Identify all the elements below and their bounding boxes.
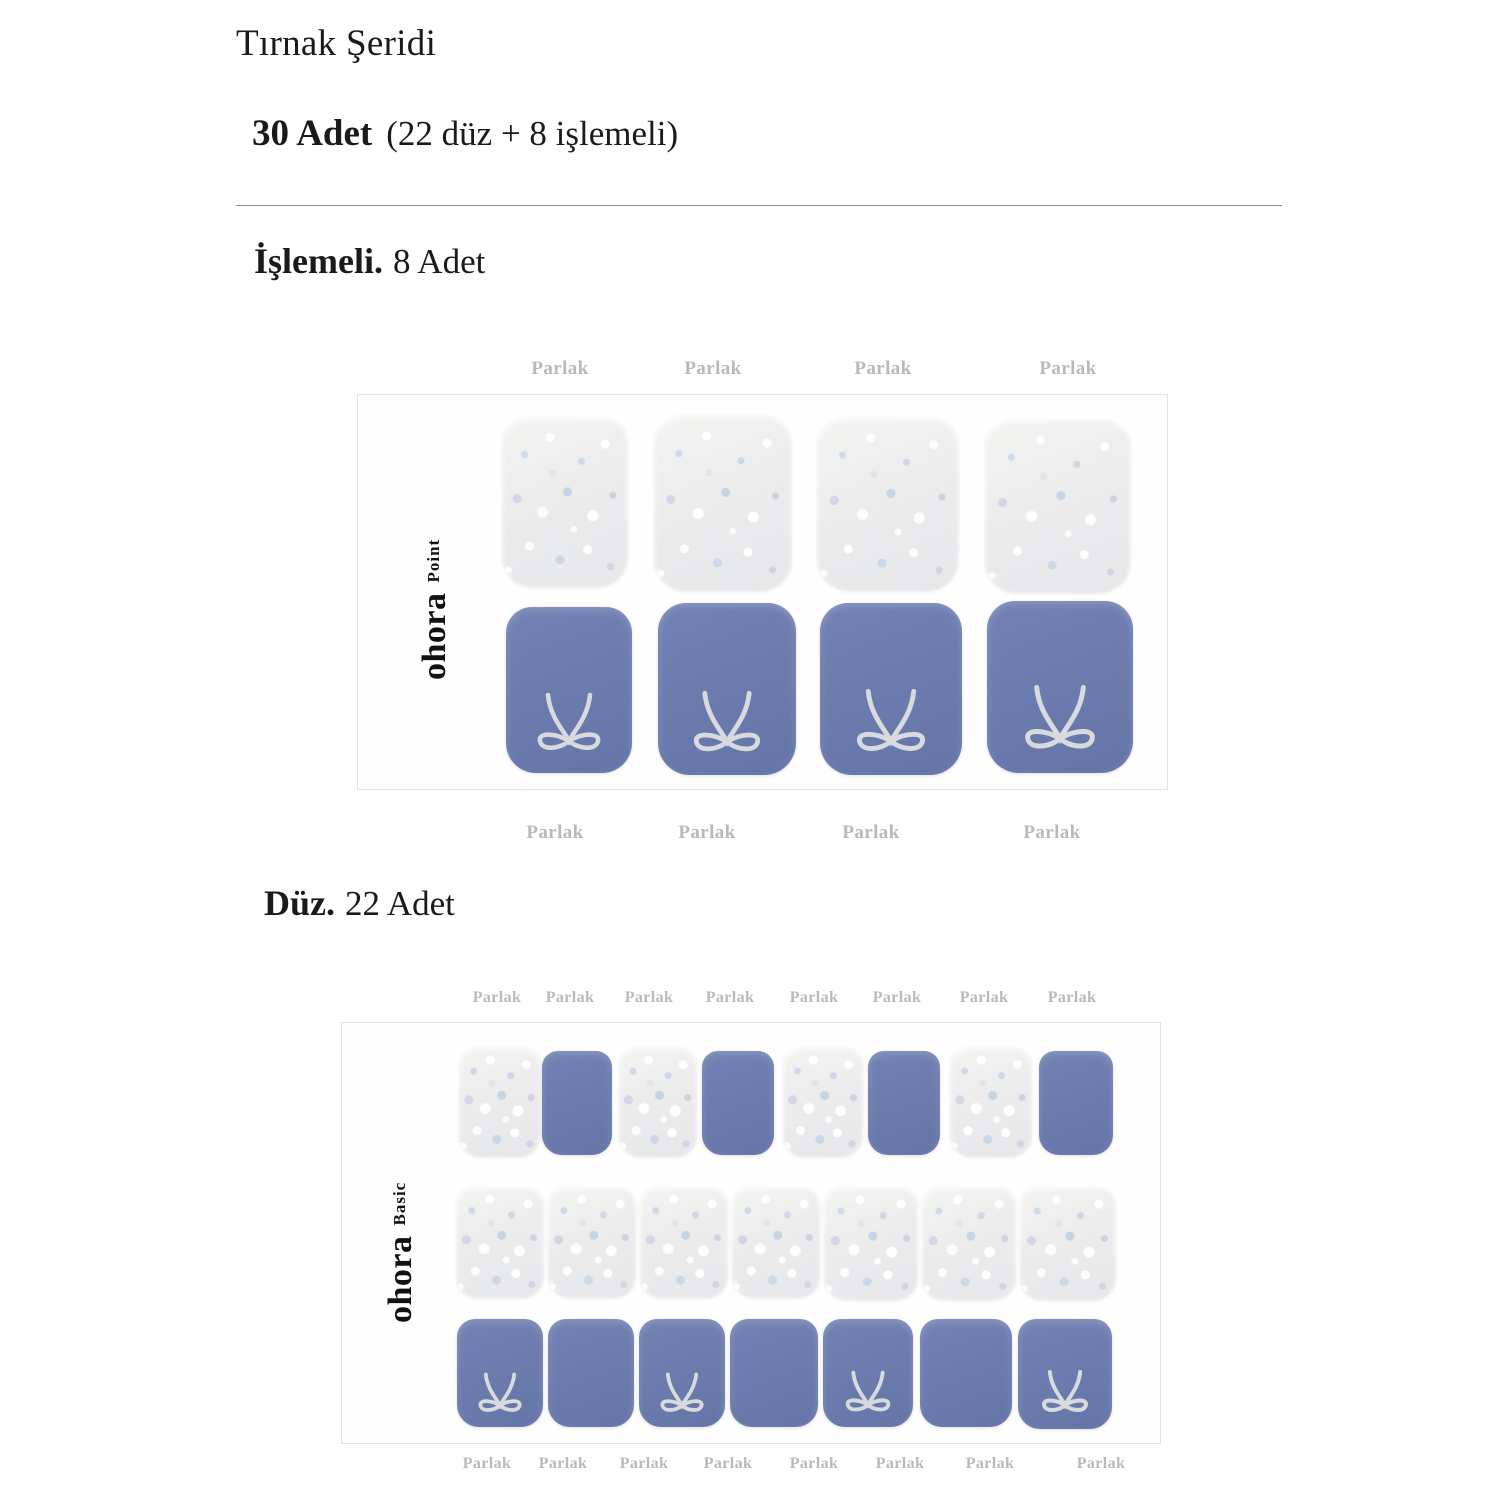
section-heading-duz-title: Düz. [264, 883, 335, 923]
parlak-label: Parlak [705, 989, 755, 1006]
nail-blue [868, 1051, 940, 1155]
parlak-label: Parlak [678, 822, 736, 843]
ribbon-icon [471, 1371, 529, 1421]
nail-sheet-basic [341, 1022, 1161, 1444]
parlak-label: Parlak [619, 1455, 669, 1472]
parlak-label: Parlak [703, 1455, 753, 1472]
nail-glitter [817, 417, 959, 591]
brand-subtitle: Point [424, 538, 443, 583]
nail-glitter [548, 1186, 636, 1298]
parlak-label: Parlak [684, 358, 742, 379]
nail-glitter [985, 419, 1131, 593]
brand-logo-basic [382, 1182, 420, 1323]
parlak-label: Parlak [538, 1455, 588, 1472]
brand-name: ohora [416, 592, 453, 680]
parlak-label: Parlak [789, 989, 839, 1006]
parlak-label: Parlak [875, 1455, 925, 1472]
section-heading-duz-count: 22 Adet [345, 884, 455, 923]
nail-glitter [922, 1186, 1016, 1300]
nail-blue-ribbon [457, 1319, 543, 1427]
parlak-label: Parlak [526, 822, 584, 843]
parlak-label: Parlak [472, 989, 522, 1006]
nail-blue [548, 1319, 634, 1427]
ribbon-icon [526, 691, 612, 763]
nail-glitter [1020, 1186, 1116, 1300]
brand-logo-point [416, 539, 454, 680]
parlak-label: Parlak [1023, 822, 1081, 843]
section-heading-islemeli-title: İşlemeli. [254, 241, 383, 281]
nail-glitter [824, 1186, 918, 1300]
parlak-label: Parlak [872, 989, 922, 1006]
total-count-line [252, 112, 678, 155]
nail-blue-ribbon [506, 607, 632, 773]
nail-blue-ribbon [820, 603, 962, 775]
nail-glitter [456, 1186, 544, 1298]
nail-blue-ribbon [823, 1319, 913, 1427]
nail-blue [1039, 1051, 1113, 1155]
ribbon-icon [844, 687, 938, 765]
parlak-label: Parlak [789, 1455, 839, 1472]
header-divider [236, 205, 1282, 206]
nail-glitter [502, 417, 628, 587]
ribbon-icon [1034, 1368, 1096, 1422]
nail-blue-ribbon [1018, 1319, 1112, 1429]
page-title: Tırnak Şeridi [236, 23, 437, 64]
ribbon-icon [681, 689, 773, 765]
ribbon-icon [1012, 683, 1108, 763]
nail-glitter [950, 1047, 1032, 1157]
nail-blue [542, 1051, 612, 1155]
nail-blue-ribbon [987, 601, 1133, 773]
nail-glitter [654, 415, 792, 591]
parlak-label: Parlak [1047, 989, 1097, 1006]
nail-blue-ribbon [658, 603, 796, 775]
ribbon-icon [838, 1369, 898, 1421]
section-heading-duz [264, 882, 455, 924]
parlak-label: Parlak [624, 989, 674, 1006]
nail-glitter [459, 1047, 541, 1157]
nail-sheet-point [357, 394, 1168, 790]
parlak-label: Parlak [959, 989, 1009, 1006]
section-heading-islemeli-count: 8 Adet [392, 242, 486, 281]
nail-blue-ribbon [639, 1319, 725, 1427]
brand-subtitle: Basic [390, 1181, 409, 1226]
parlak-label: Parlak [1076, 1455, 1126, 1472]
parlak-label: Parlak [531, 358, 589, 379]
parlak-label: Parlak [842, 822, 900, 843]
ribbon-icon [653, 1371, 711, 1421]
parlak-label: Parlak [545, 989, 595, 1006]
total-count-detail: (22 düz + 8 işlemeli) [386, 114, 679, 153]
total-count-value: 30 Adet [252, 113, 373, 154]
parlak-label: Parlak [965, 1455, 1015, 1472]
nail-blue [920, 1319, 1012, 1427]
nail-blue [730, 1319, 818, 1427]
section-heading-islemeli [254, 240, 485, 282]
nail-glitter [640, 1186, 728, 1298]
nail-glitter [783, 1047, 863, 1157]
brand-name: ohora [382, 1235, 419, 1323]
nail-glitter [732, 1186, 820, 1298]
parlak-label: Parlak [462, 1455, 512, 1472]
parlak-label: Parlak [1039, 358, 1097, 379]
nail-blue [702, 1051, 774, 1155]
parlak-label: Parlak [854, 358, 912, 379]
nail-glitter [619, 1047, 697, 1157]
